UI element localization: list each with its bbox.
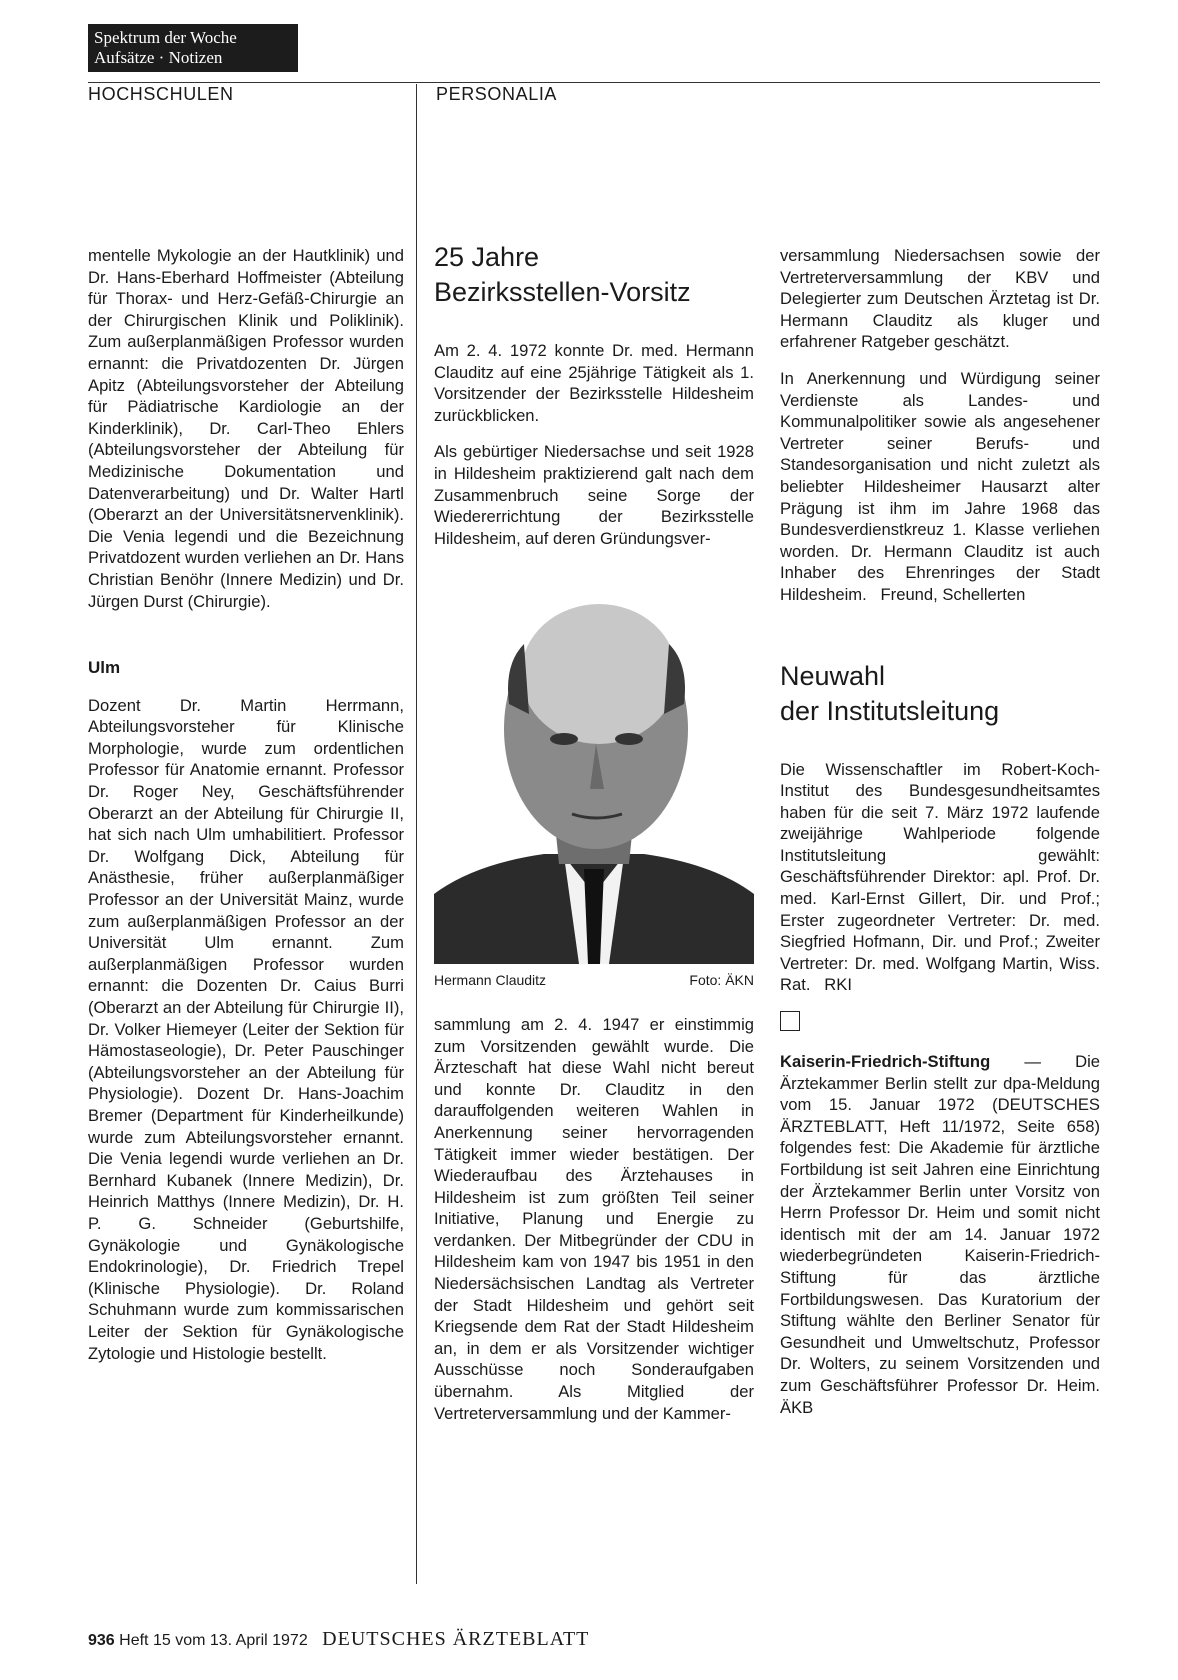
column-hochschulen	[88, 245, 404, 1379]
article-heading	[780, 659, 1100, 729]
signature: RKI	[824, 975, 852, 995]
section-tag-line2: Aufsätze · Notizen	[94, 48, 223, 67]
article-heading-line2: Bezirksstellen-Vorsitz	[434, 277, 691, 307]
paragraph	[780, 1051, 1105, 1418]
photo-caption-name: Hermann Clauditz	[434, 972, 547, 989]
paragraph	[780, 368, 1105, 606]
section-label-hochschulen: HOCHSCHULEN	[88, 84, 234, 104]
article-heading-line1: 25 Jahre	[434, 242, 540, 272]
page-footer	[88, 1628, 589, 1651]
lead-in: Kaiserin-Friedrich-Stiftung	[780, 1052, 991, 1072]
photo-caption	[434, 970, 754, 992]
top-rule	[88, 82, 1100, 83]
signature: Freund, Schellerten	[880, 584, 1026, 604]
paragraph	[780, 759, 1105, 997]
article-heading-line1: Neuwahl	[780, 660, 886, 691]
section-tag-line1: Spektrum der Woche	[94, 28, 237, 47]
column-personalia-right	[780, 245, 1105, 1433]
paragraph: Am 2. 4. 1972 konnte Dr. med. Hermann Clauditz auf eine 25jährige Tätigkeit als 1. Vorsitzender der Bezirksstelle Hildesheim zurückblicken.	[434, 341, 754, 425]
photo-credit: Foto: ÄKN	[689, 972, 754, 989]
page-number: 936	[88, 1632, 115, 1649]
article-heading-line2: der Institutsleitung	[780, 695, 1000, 726]
portrait-photo	[434, 564, 754, 964]
issue-info: Heft 15 vom 13. April 1972	[119, 1632, 308, 1649]
subheading-ulm: Ulm	[88, 658, 121, 678]
article-heading	[434, 240, 754, 310]
paragraph: versammlung Niedersachsen sowie der Vertreterversammlung der KBV und Delegierter zum Deutschen Ärztetag ist Dr. Hermann Clauditz als kluger und erfahrener Ratgeber geschätzt.	[780, 246, 1100, 352]
signature: ÄKB	[780, 1397, 814, 1417]
paragraph-text: Die Wissenschaftler im Robert-Koch-Institut des Bundesgesundheitsamtes haben für die seit 7. März 1972 laufende zweijährige Wahlperiode folgende Institutsleitung gewählt: Geschäftsführender Direktor: apl. Prof. Dr. med. Karl-Ernst Gillert, Dir. und Prof.; Erster zugeordneter Vertreter: Dr. med. Siegfried Hofmann, Dir. und Prof.; Zweiter Vertreter: Dr. med. Wolfgang Martin, Wiss. Rat.	[780, 759, 1105, 995]
journal-title: DEUTSCHES ÄRZTEBLATT	[322, 1628, 590, 1650]
paragraph-text: — Die Ärztekammer Berlin stellt zur dpa-Meldung vom 15. Januar 1972 (DEUTSCHES ÄRZTEBLATT, Heft 11/1972, Seite 658) folgendes fest: Die Akademie für ärztliche Fortbildung ist seit Jahren eine Einrichtung der Ärztekammer Berlin unter Vorsitz von Herrn Professor Dr. Heim und somit nicht identisch mit der am 14. Januar 1972 wiederbegründeten Kaiserin-Friedrich-Stiftung für das ärztliche Fortbildungswesen. Das Kuratorium der Stiftung wählte den Berliner Senator für Gesundheit und Umweltschutz, Professor Dr. Wolters, zu seinem Vorsitzenden und zum Geschäftsführer Professor Dr. Heim.	[780, 1052, 1105, 1395]
paragraph: sammlung am 2. 4. 1947 er einstimmig zum Vorsitzenden gewählt wurde. Die Ärzteschaft hat diese Wahl nicht bereut und konnte Dr. Clauditz in den darauffolgenden weiteren Wahlen in Anerkennung seiner hervorragenden Tätigkeit immer wieder bestätigen. Der Wiederaufbau des Ärztehauses in Hildesheim ist zum größten Teil seiner Initiative, Planung und Energie zu verdanken. Der Mitbegründer der CDU in Hildesheim kam von 1947 bis 1951 in den Niedersächsischen Landtag als Vertreter der Stadt Hildesheim und gehört seit Kriegsende dem Rat der Stadt Hildesheim an, in dem er als Vorsitzender wichtiger Ausschüsse noch Sonderaufgaben übernahm. Als Mitglied der Vertreterversammlung und der Kammer-	[434, 1014, 754, 1423]
end-mark-box	[780, 1011, 800, 1031]
section-tag	[88, 24, 298, 72]
section-label-personalia: PERSONALIA	[436, 84, 558, 104]
paragraph-text: In Anerkennung und Würdigung seiner Verdienste als Landes- und Kommunalpolitiker sowie als angesehener Vertreter seiner Berufs- und Standesorganisation und nicht zuletzt als beliebter Hildesheimer Hausarzt alter Prägung ist ihm im Jahre 1968 das Bundesverdienstkreuz 1. Klasse verliehen worden. Dr. Hermann Clauditz ist auch Inhaber des Ehrenringes der Stadt Hildesheim.	[780, 368, 1105, 604]
column-divider	[416, 84, 417, 1584]
column-personalia-main	[434, 240, 754, 1439]
paragraph: Als gebürtiger Niedersachse und seit 1928 in Hildesheim praktizierend galt nach dem Zusammenbruch seine Sorge der Wiedererrichtung der Bezirksstelle Hildesheim, auf deren Gründungsver-	[434, 442, 754, 548]
paragraph: mentelle Mykologie an der Hautklinik) und Dr. Hans-Eberhard Hoffmeister (Abteilung für Thorax- und Herz-Gefäß-Chirurgie an der Chirurgischen Klinik und Poliklinik). Zum außerplanmäßigen Professor wurden ernannt: die Privatdozenten Dr. Jürgen Apitz (Abteilungsvorsteher der Abteilung für Pädiatrische Kardiologie an der Kinderklinik), Dr. Carl-Theo Ehlers (Abteilungsvorsteher der Abteilung für Medizinische Dokumentation und Datenverarbeitung) und Dr. Walter Hartl (Oberarzt an der Universitätsnervenklinik). Die Venia legendi und die Bezeichnung Privatdozent wurden verliehen an Dr. Hans Christian Benöhr (Innere Medizin) und Dr. Jürgen Durst (Chirurgie).	[88, 246, 404, 611]
paragraph: Dozent Dr. Martin Herrmann, Abteilungsvorsteher für Klinische Morphologie, wurde zum ordentlichen Professor für Anatomie ernannt. Professor Dr. Roger Ney, Geschäftsführender Oberarzt an der Abteilung für Chirurgie II, hat sich nach Ulm umhabilitiert. Professor Dr. Wolfgang Dick, Abteilung für Anästhesie, früher außerplanmäßiger Professor an der Universität Mainz, wurde zum außerplanmäßigen Professor an der Universität Ulm ernannt. Zum außerplanmäßigen Professor wurden ernannt: die Dozenten Dr. Caius Burri (Oberarzt an der Abteilung für Chirurgie II), Dr. Volker Hiemeyer (Leiter der Sektion für Hämostaseologie), Dr. Peter Pauschinger (Abteilungsvorsteher an der Abteilung für Physiologie). Dozent Dr. Hans-Joachim Bremer (Department für Kinderheilkunde) wurde zum Abteilungsvorsteher ernannt. Die Venia legendi wurde verliehen an Dr. Bernhard Kubanek (Innere Medizin), Dr. Heinrich Matthys (Innere Medizin), Dr. H. P. G. Schneider (Geburtshilfe, Gynäkologie und Gynäkologische Endokrinologie), Dr. Friedrich Trepel (Klinische Physiologie). Dr. Roland Schuhmann wurde zum kommissarischen Leiter der Sektion für Gynäkologische Zytologie und Histologie bestellt.	[88, 695, 404, 1363]
